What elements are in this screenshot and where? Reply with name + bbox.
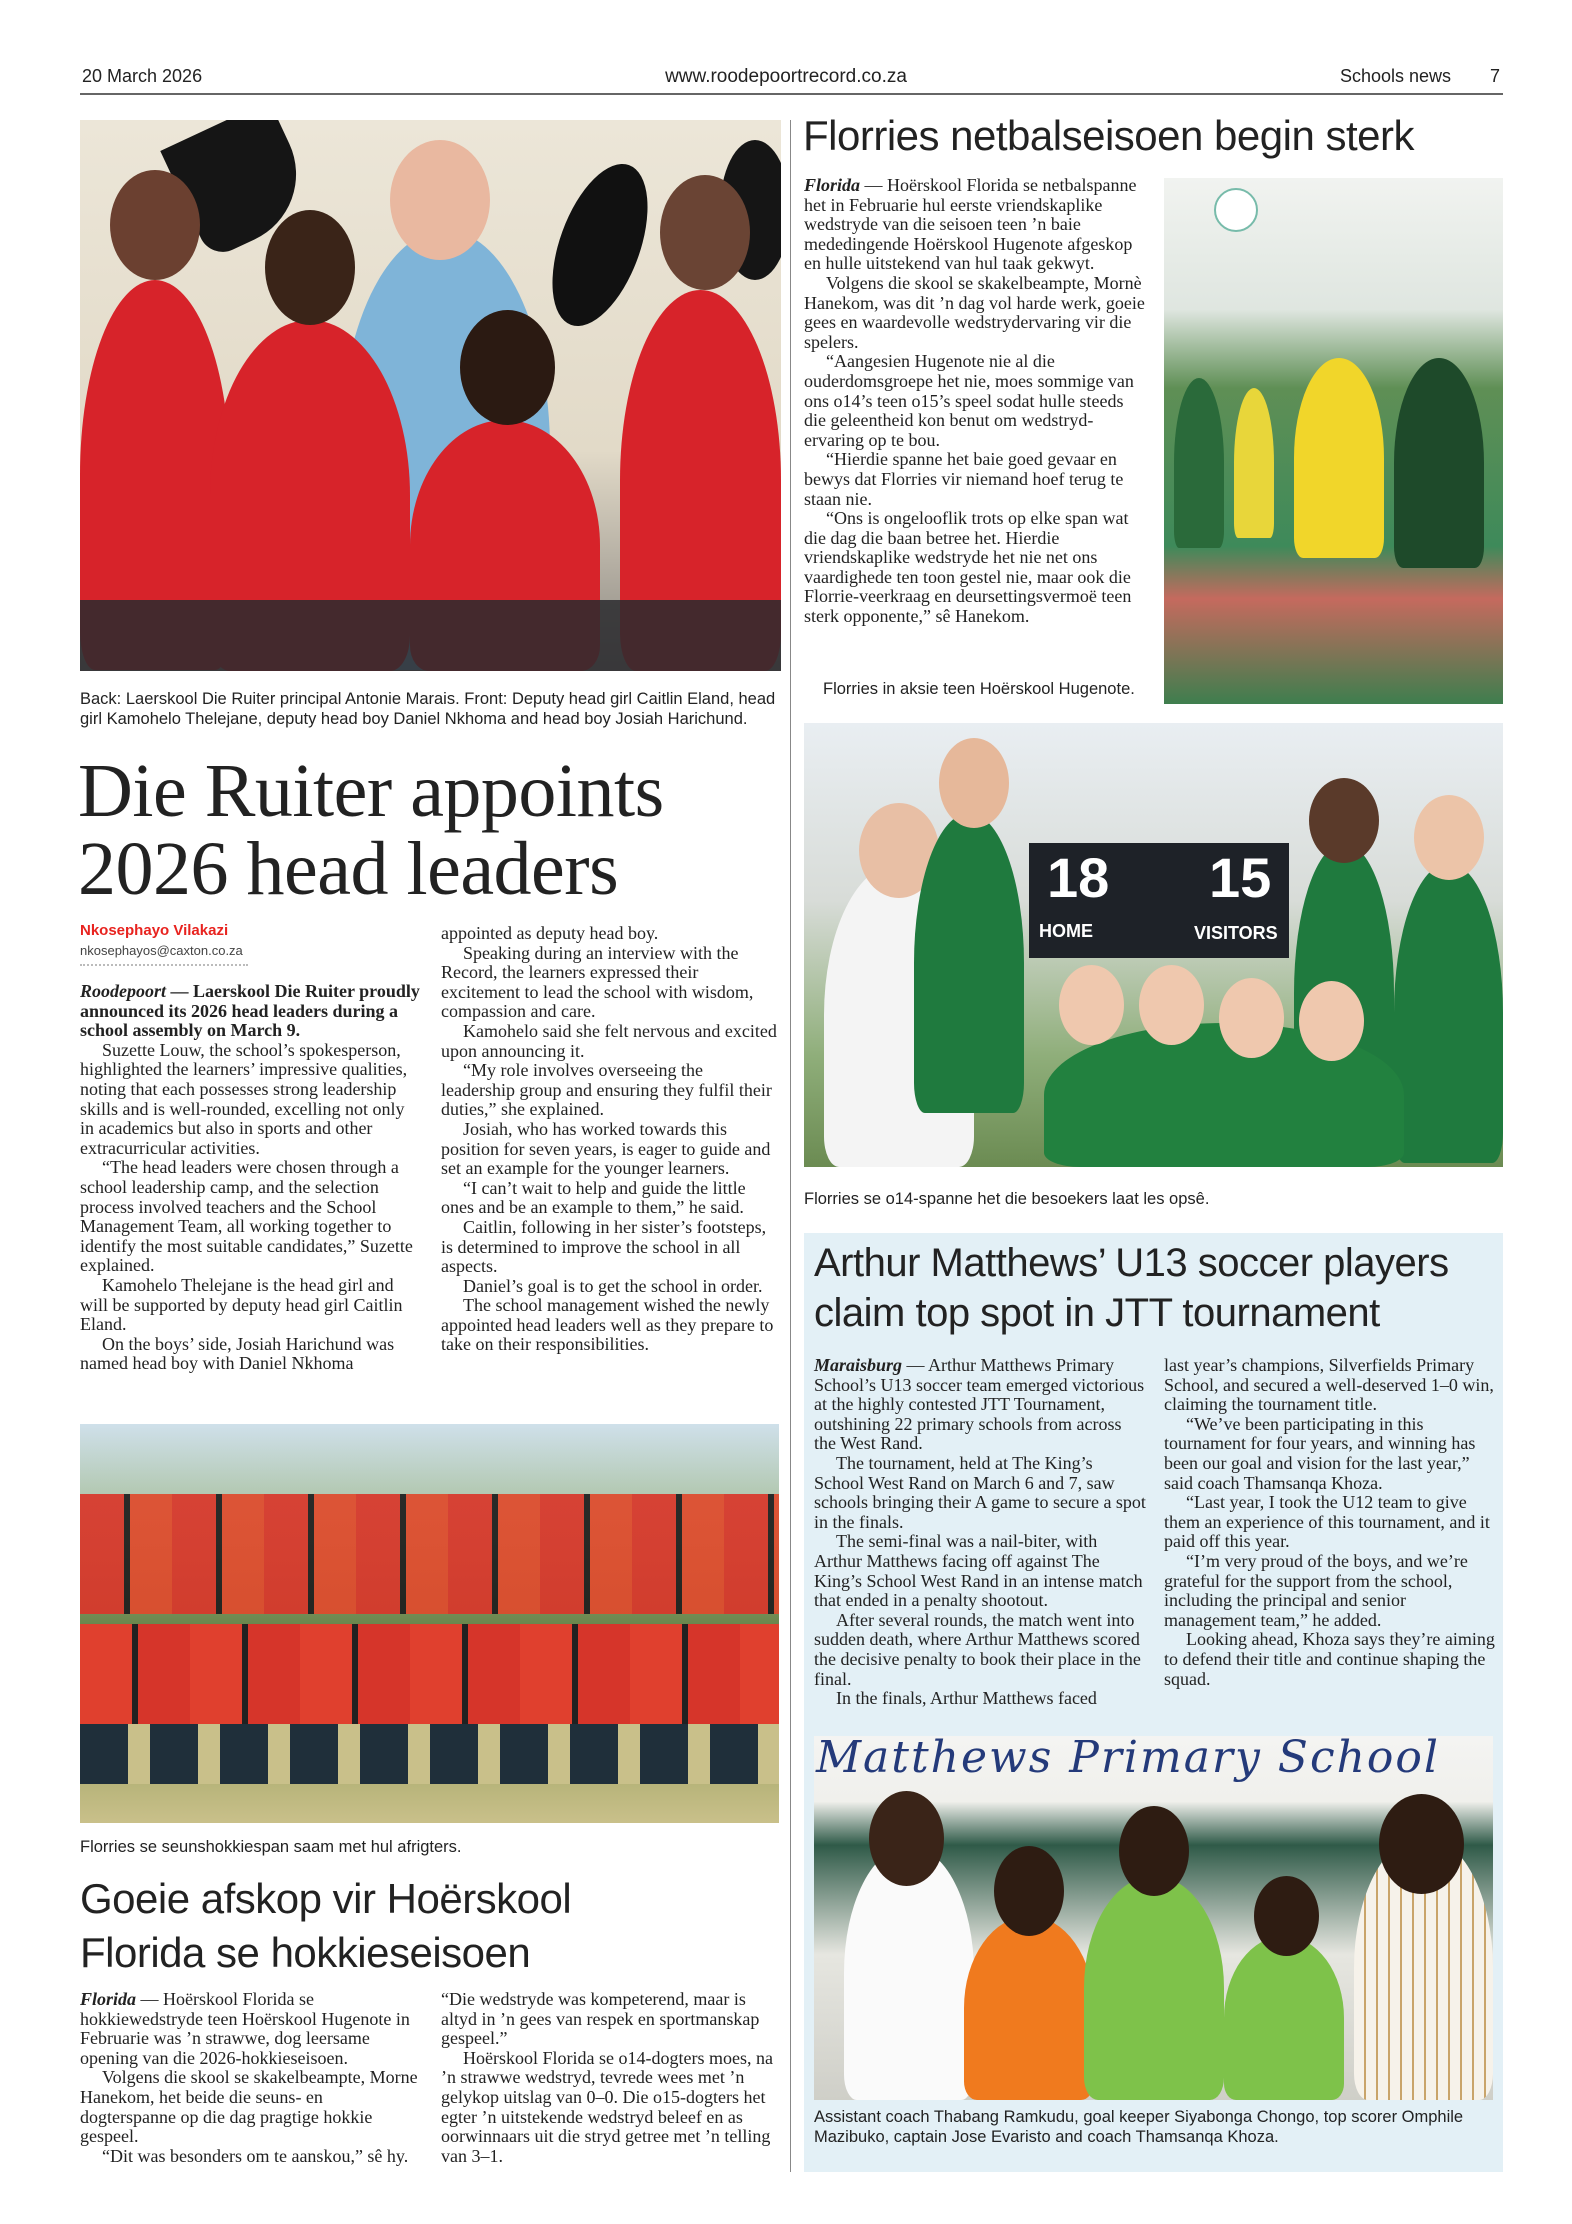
paragraph: Kamohelo Thelejane is the head girl and will be supported by deputy head girl Caitlin Eland.	[80, 1274, 403, 1335]
website-url[interactable]: www.roodepoortrecord.co.za	[665, 66, 907, 87]
paragraph: “Aangesien Hugenote nie al die ouderdomsgroepe het nie, moes sommige van ons o14’s teen o15’s speel sodat hulle steeds die geleentheid kon benut om wedstryd-ervaring op te bou.	[804, 351, 1134, 450]
paragraph: “We’ve been participating in this tournament for four years, and winning has been our goal and vision for the last year,” said coach Thamsanqa Khoza.	[1164, 1413, 1476, 1493]
paragraph: Volgens die skool se skakelbeampte, Mornè Hanekom, was dit ’n dag vol harde werk, goeie gees en waardevolle wedstrydervaring vir die spelers.	[804, 272, 1145, 352]
paragraph: Looking ahead, Khoza says they’re aiming to defend their title and continue shaping the squad.	[1164, 1629, 1495, 1689]
hockey-caption: Florries se seunshokkiespan saam met hul afrigters.	[80, 1838, 462, 1856]
column-divider	[790, 120, 791, 2172]
paragraph: Caitlin, following in her sister’s footsteps, is determined to improve the school in all aspects.	[441, 1216, 767, 1277]
paragraph: Hoërskool Florida se o14-dogters moes, na ’n strawwe wedstryd, tevrede wees met ’n gelykop uitslag van 0–0. Die o15-dogters het egter ’n uitstekende wedstryd beleef en as oorwinnaars uit die stryd getree met ’n telling van 3–1.	[441, 2047, 773, 2166]
headline-line: Arthur Matthews’ U13 soccer players	[814, 1241, 1449, 1285]
paragraph: appointed as deputy head boy.	[441, 923, 659, 943]
arthur-headline	[814, 1238, 1449, 1338]
headline-line: Die Ruiter appoints	[78, 749, 664, 833]
dateline: Florida	[804, 175, 861, 195]
paragraph: Daniel’s goal is to get the school in order.	[463, 1275, 763, 1296]
arthur-matthews-photo	[814, 1736, 1493, 2100]
netball-headline: Florries netbalseisoen begin sterk	[803, 112, 1414, 159]
dateline: Florida	[80, 1989, 137, 2009]
lead-paragraph	[80, 1990, 422, 2068]
paragraph: “Ons is ongelooflik trots op elke span wat die dag die baan betree het. Hierdie vriendskaplike wedstryde het nie net ons vaardighede ten toon gestel nie, maar ook die Florrie-veerkraag en deursettingsvermoë teen sterk opponente,” sê Hanekom.	[804, 508, 1132, 627]
paragraph: “The head leaders were chosen through a school leadership camp, and the selection process involved teachers and the School Management Team, all working together to identify the most suitable candidates,” Suzette explained.	[80, 1157, 413, 1276]
paragraph: Josiah, who has worked towards this position for seven years, is eager to guide and set an example for the younger learners.	[441, 1118, 771, 1179]
byline-email[interactable]: nkosephayos@caxton.co.za	[80, 943, 243, 958]
paragraph: “My role involves overseeing the leadership group and ensuring they fulfil their duties,” she explained.	[441, 1060, 772, 1120]
banner-text: Matthews Primary School	[816, 1736, 1440, 1783]
paragraph: Speaking during an interview with the Record, the learners expressed their excitement to lead the school with wisdom, compassion and care.	[441, 942, 754, 1022]
paragraph: “Dit was besonders om te aanskou,” sê hy.	[102, 2145, 409, 2166]
paragraph: “Last year, I took the U12 team to give them an experience of this tournament, and it paid off this year.	[1164, 1492, 1490, 1552]
dateline: Roodepoort	[80, 981, 167, 1001]
arthur-column-1	[814, 1356, 1146, 1709]
visitors-score: 15	[1209, 846, 1272, 909]
headline-line: 2026 head leaders	[78, 827, 619, 911]
hockey-headline	[80, 1872, 571, 1980]
byline-separator	[80, 964, 248, 966]
issue-date: 20 March 2026	[82, 66, 203, 86]
die-ruiter-column-1	[80, 982, 422, 1374]
netball-action-caption: Florries in aksie teen Hoërskool Hugenote.	[823, 680, 1135, 698]
paragraph: Kamohelo said she felt nervous and excited upon announcing it.	[441, 1020, 777, 1061]
paragraph: After several rounds, the match went into sudden death, where Arthur Matthews scored the decisive penalty to book their place in the final.	[814, 1609, 1141, 1689]
die-ruiter-column-2	[441, 924, 781, 1355]
paragraph: Volgens die skool se skakelbeampte, Morne Hanekom, het beide die seuns- en dogterspanne op die dag pragtige hokkie gespeel.	[80, 2067, 418, 2147]
paragraph: The school management wished the newly appointed head leaders well as they prepare to take on their responsibilities.	[441, 1295, 774, 1355]
hockey-team-photo	[80, 1424, 779, 1823]
hockey-column-2	[441, 1990, 781, 2166]
netball-action-photo	[1164, 178, 1503, 704]
scoreboard	[1029, 843, 1289, 958]
paragraph: The semi-final was a nail-biter, with Arthur Matthews facing off against The King’s School West Rand in an intense match that ended in a penalty shootout.	[814, 1531, 1143, 1611]
die-ruiter-photo	[80, 120, 781, 671]
headline-line: claim top spot in JTT tournament	[814, 1291, 1380, 1335]
netball-team-photo	[804, 723, 1503, 1167]
lead-text: — Arthur Matthews Primary School’s U13 soccer team emerged victorious at the highly contested JTT Tournament, outshining 22 primary schools from across the West Rand.	[814, 1355, 1145, 1454]
paragraph: On the boys’ side, Josiah Harichund was named head boy with Daniel Nkhoma	[80, 1333, 395, 1374]
visitors-label: VISITORS	[1194, 923, 1278, 943]
byline-author: Nkosephayo Vilakazi	[80, 922, 229, 939]
die-ruiter-headline	[78, 749, 664, 911]
paragraph: In the finals, Arthur Matthews faced	[836, 1688, 1097, 1709]
section-name: Schools news	[1340, 66, 1452, 86]
arthur-caption: Assistant coach Thabang Ramkudu, goal keeper Siyabonga Chongo, top scorer Omphile Mazibuko, captain Jose Evaristo and coach Thamsanqa Khoza.	[814, 2108, 1464, 2146]
arthur-column-2	[1164, 1356, 1496, 1689]
paragraph: last year’s champions, Silverfields Primary School, and secured a well-deserved 1–0 win, claiming the tournament title.	[1164, 1355, 1494, 1415]
netball-column	[804, 176, 1146, 627]
paragraph: “Die wedstryde was kompeterend, maar is altyd in ’n gees van respek en sportmanskap gespeel.”	[441, 1989, 760, 2049]
lead-text: — Hoërskool Florida se hokkiewedstryde teen Hoërskool Hugenote in Februarie was ’n strawwe, dog leersame opening van die 2026-hokkieseisoen.	[80, 1989, 410, 2068]
lead-text: — Hoërskool Florida se netbalspanne het in Februarie hul eerste vriendskaplike wedstryde van die seisoen teen ’n baie mededingende Hoërskool Hugenote afgeskop en hulle uitstekend van hul taak gekwyt.	[804, 175, 1137, 274]
headline-line: Florida se hokkieseisoen	[80, 1929, 531, 1976]
page-number: 7	[1490, 66, 1501, 86]
headline-line: Goeie afskop vir Hoërskool	[80, 1875, 572, 1922]
netball-team-caption: Florries se o14-spanne het die besoekers laat les opsê.	[804, 1190, 1210, 1208]
lead-paragraph	[80, 982, 422, 1041]
paragraph: “Hierdie spanne het baie goed gevaar en bewys dat Florries vir niemand hoef terug te staan nie.	[804, 449, 1124, 509]
home-score: 18	[1047, 846, 1110, 909]
paragraph: Suzette Louw, the school’s spokesperson, highlighted the learners’ impressive qualities, noting that each possesses strong leadership skills and is well-rounded, excelling not only in academics but also in sports and other extracurricular activities.	[80, 1039, 408, 1158]
dateline: Maraisburg	[814, 1355, 903, 1375]
lead-paragraph	[804, 176, 1146, 274]
hockey-column-1	[80, 1990, 422, 2166]
header-rule	[80, 93, 1503, 95]
lead-text: — Laerskool Die Ruiter proudly announced its 2026 head leaders during a school assembly on March 9.	[80, 981, 420, 1041]
die-ruiter-caption: Back: Laerskool Die Ruiter principal Antonie Marais. Front: Deputy head girl Caitlin Eland, head girl Kamohelo Thelejane, deputy head boy Daniel Nkhoma and head boy Josiah Harichund.	[80, 690, 776, 728]
paragraph: “I’m very proud of the boys, and we’re grateful for the support from the school, including the principal and senior management team,” he added.	[1164, 1550, 1468, 1630]
lead-paragraph	[814, 1356, 1146, 1454]
paragraph: “I can’t wait to help and guide the little ones and be an example to them,” he said.	[441, 1177, 746, 1218]
paragraph: The tournament, held at The King’s School West Rand on March 6 and 7, saw schools bringing their A game to secure a spot in the finals.	[814, 1452, 1146, 1532]
home-label: HOME	[1039, 921, 1093, 941]
